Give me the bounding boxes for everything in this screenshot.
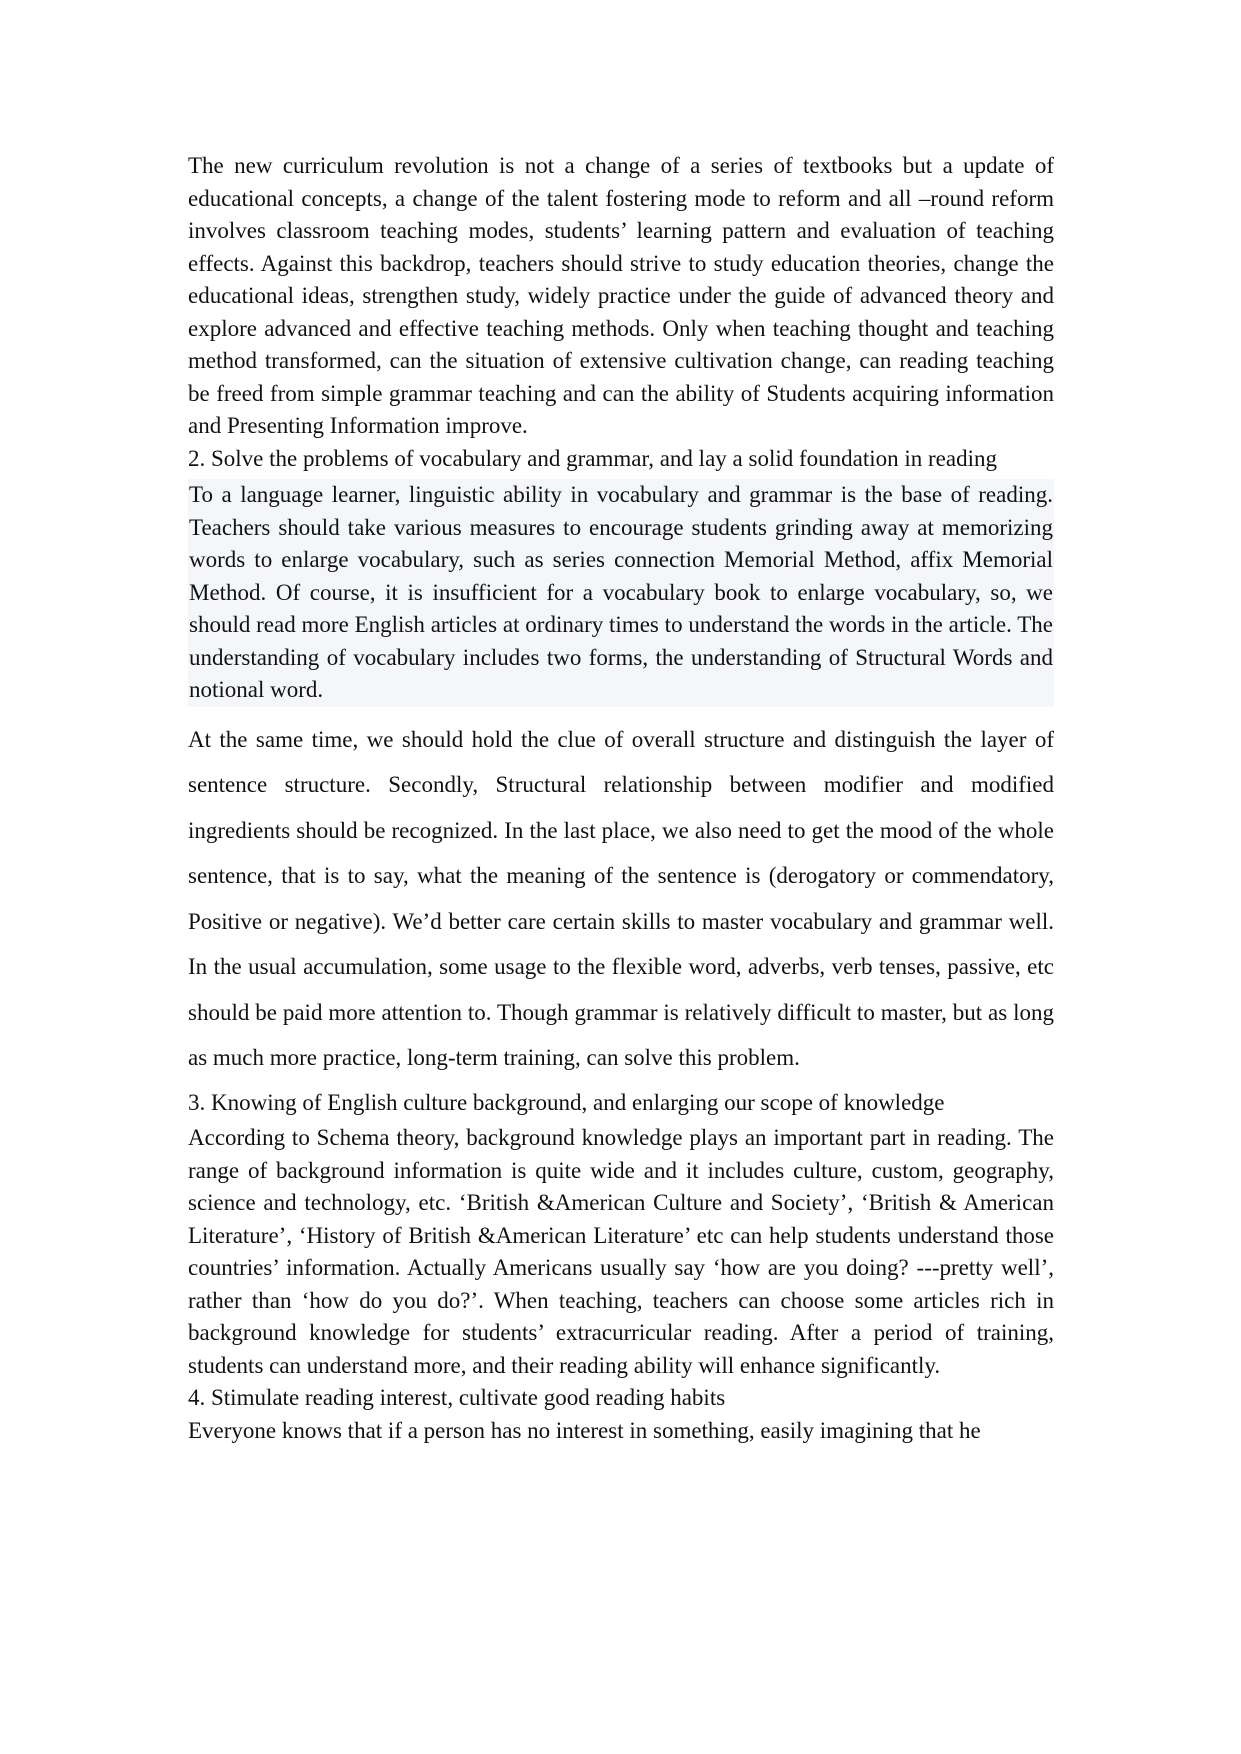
section-heading-vocabulary-grammar: 2. Solve the problems of vocabulary and grammar, and lay a solid foundation in reading [188,445,997,471]
paragraph-vocabulary-highlighted: To a language learner, linguistic ability in vocabulary and grammar is the base of reading. Teachers should take various measures to encourage students grinding away at memorizing words to enlarge vocabulary, such as series connection Memorial Method, affix Memorial Method. Of course, it is insufficient for a vocabulary book to enlarge vocabulary, so, we should read more English articles at ordinary times to understand the words in the article. The understanding of vocabulary includes two forms, the understanding of Structural Words and notional word. [188,479,1054,707]
paragraph-reading-interest: Everyone knows that if a person has no interest in something, easily imagining that he [188,1417,981,1443]
section-heading-reading-interest: 4. Stimulate reading interest, cultivate good reading habits [188,1385,726,1410]
paragraph-schema-theory: According to Schema theory, background knowledge plays an important part in reading. The range of background information is quite wide and it includes culture, custom, geography, science and technology, etc. ‘British &American Culture and Society’, ‘British & American Literature’, ‘History of British &American Literature’ etc can help students understand those countries’ information. Actually Americans usually say ‘how are you doing? ---pretty well’, rather than ‘how do you do?’. When teaching, teachers can choose some articles rich in background knowledge for students’ extracurricular reading. After a period of training, students can understand more, and their reading ability will enhance significantly. [188,1125,1054,1378]
paragraph-sentence-structure: At the same time, we should hold the clue of overall structure and distinguish the layer of sentence structure. Secondly, Structural relationship between modifier and modified ingredients should be recognized. In the last place, we also need to get the mood of the whole sentence, that is to say, what the meaning of the sentence is (derogatory or commendatory, Positive or negative). We’d better care certain skills to master vocabulary and grammar well. In the usual accumulation, some usage to the flexible word, adverbs, verb tenses, passive, etc should be paid more attention to. Though grammar is relatively difficult to master, but as long as much more practice, long-term training, can solve this problem. [188,726,1054,1070]
section-heading-culture-background: 3. Knowing of English culture background, and enlarging our scope of knowledge [188,1089,945,1115]
paragraph-curriculum-revolution: The new curriculum revolution is not a change of a series of textbooks but a update of educational concepts, a change of the talent fostering mode to reform and all –round reform involves classroom teaching modes, students’ learning pattern and evaluation of teaching effects. Against this backdrop, teachers should strive to study education theories, change the educational ideas, strengthen study, widely practice under the guide of advanced theory and explore advanced and effective teaching methods. Only when teaching thought and teaching method transformed, can the situation of extensive cultivation change, can reading teaching be freed from simple grammar teaching and can the ability of Students acquiring information and Presenting Information improve. [188,153,1054,438]
document-page [188,150,1054,1447]
